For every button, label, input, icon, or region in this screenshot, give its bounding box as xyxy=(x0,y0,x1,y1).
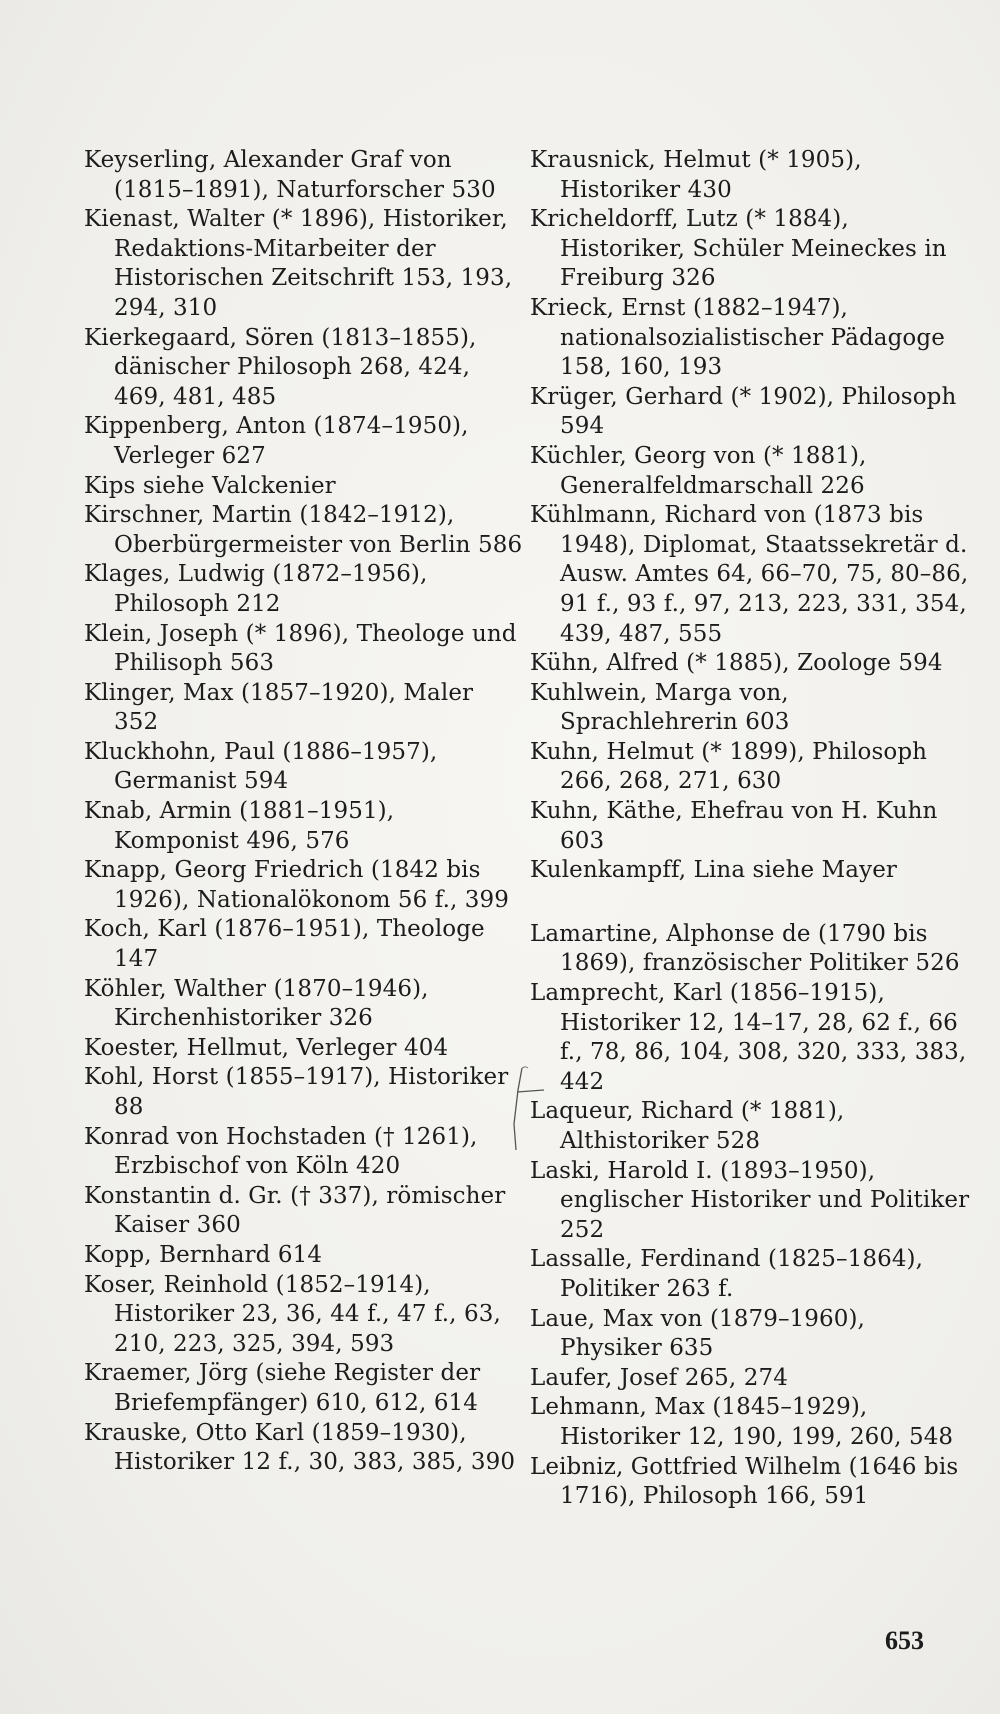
index-entry: Kierkegaard, Sören (1813–1855), dänischer Philosoph 268, 424, 469, 481, 485 xyxy=(84,324,477,410)
index-entry: Konrad von Hochstaden († 1261), Erzbischof von Köln 420 xyxy=(84,1123,478,1180)
index-entry: Köhler, Walther (1870–1946), Kirchenhistoriker 326 xyxy=(84,975,429,1032)
index-entry: Lamprecht, Karl (1856–1915), Historiker 12, 14–17, 28, 62 f., 66 f., 78, 86, 104, 308, 320, 333, 383, 442 xyxy=(530,980,967,1095)
index-entry: Krauske, Otto Karl (1859–1930), Historiker 12 f., 30, 383, 385, 390 xyxy=(84,1419,516,1476)
index-entry: Laqueur, Richard (* 1881), Althistoriker 528 xyxy=(530,1098,845,1154)
index-entry: Koch, Karl (1876–1951), Theologe 147 xyxy=(84,916,485,973)
index-entry: Kippenberg, Anton (1874–1950), Verleger 627 xyxy=(84,413,469,469)
index-entry: Klinger, Max (1857–1920), Maler 352 xyxy=(84,679,474,736)
index-entry: Kienast, Walter (* 1896), Historiker, Redaktions-Mitarbeiter der Historischen Zeitschrift 153, 193, 294, 310 xyxy=(84,206,513,321)
index-entry: Lamartine, Alphonse de (1790 bis 1869), französischer Politiker 526 xyxy=(530,920,960,977)
index-column-left xyxy=(84,146,524,1478)
index-entry: Kohl, Horst (1855–1917), Historiker 88 xyxy=(84,1064,509,1120)
index-entry: Keyserling, Alexander Graf von (1815–1891), Naturforscher 530 xyxy=(84,147,496,203)
index-entry: Krieck, Ernst (1882–1947), nationalsozialistischer Pädagoge 158, 160, 193 xyxy=(530,294,945,381)
index-entry: Knapp, Georg Friedrich (1842 bis 1926), Nationalökonom 56 f., 399 xyxy=(84,857,510,913)
index-entry: Konstantin d. Gr. († 337), römischer Kaiser 360 xyxy=(84,1182,506,1239)
index-group-l xyxy=(530,920,970,1512)
index-entry: Kuhn, Käthe, Ehefrau von H. Kuhn 603 xyxy=(530,798,938,854)
index-entry: Kluckhohn, Paul (1886–1957), Germanist 594 xyxy=(84,738,438,795)
index-entry: Kips siehe Valckenier xyxy=(84,472,336,499)
index-group-k xyxy=(530,146,970,886)
page-number: 653 xyxy=(885,1626,924,1655)
index-entry: Laski, Harold I. (1893–1950), englischer Historiker und Politiker 252 xyxy=(530,1157,970,1243)
index-entry: Kulenkampff, Lina siehe Mayer xyxy=(530,857,898,884)
index-entry: Kricheldorff, Lutz (* 1884), Historiker, Schüler Meineckes in Freiburg 326 xyxy=(530,206,947,292)
index-entry: Krausnick, Helmut (* 1905), Historiker 430 xyxy=(530,147,862,203)
index-entry: Laue, Max von (1879–1960), Physiker 635 xyxy=(530,1305,865,1362)
index-entry: Kuhlwein, Marga von, Sprachlehrerin 603 xyxy=(530,679,790,736)
index-entry: Kuhn, Helmut (* 1899), Philosoph 266, 268, 271, 630 xyxy=(530,738,928,795)
index-entry: Küchler, Georg von (* 1881), Generalfeldmarschall 226 xyxy=(530,442,867,499)
index-entry: Kühlmann, Richard von (1873 bis 1948), Diplomat, Staatssekretär d. Ausw. Amtes 64, 66–70, 75, 80–86, 91 f., 93 f., 97, 213, 223, 331, 354, 439, 487, 555 xyxy=(530,502,969,647)
section-gap xyxy=(530,886,970,920)
index-entry: Kühn, Alfred (* 1885), Zoologe 594 xyxy=(530,650,943,677)
index-entry: Kraemer, Jörg (siehe Register der Briefempfänger) 610, 612, 614 xyxy=(84,1360,481,1416)
index-entry: Klages, Ludwig (1872–1956), Philosoph 212 xyxy=(84,561,428,617)
index-entry: Lassalle, Ferdinand (1825–1864), Politiker 263 f. xyxy=(530,1246,924,1302)
index-entry: Koester, Hellmut, Verleger 404 xyxy=(84,1034,449,1061)
index-column-right xyxy=(530,146,970,1512)
index-entry: Knab, Armin (1881–1951), Komponist 496, 576 xyxy=(84,798,395,854)
index-entry: Lehmann, Max (1845–1929), Historiker 12, 190, 199, 260, 548 xyxy=(530,1394,954,1450)
index-entry: Leibniz, Gottfried Wilhelm (1646 bis 1716), Philosoph 166, 591 xyxy=(530,1453,959,1510)
index-entry: Kopp, Bernhard 614 xyxy=(84,1241,323,1268)
index-entry: Koser, Reinhold (1852–1914), Historiker 23, 36, 44 f., 47 f., 63, 210, 223, 325, 394, 593 xyxy=(84,1271,501,1357)
index-entry: Laufer, Josef 265, 274 xyxy=(530,1364,788,1391)
index-entry: Kirschner, Martin (1842–1912), Oberbürgermeister von Berlin 586 xyxy=(84,502,523,558)
index-entry: Klein, Joseph (* 1896), Theologe und Philisoph 563 xyxy=(84,620,517,677)
index-entry: Krüger, Gerhard (* 1902), Philosoph 594 xyxy=(530,383,957,440)
